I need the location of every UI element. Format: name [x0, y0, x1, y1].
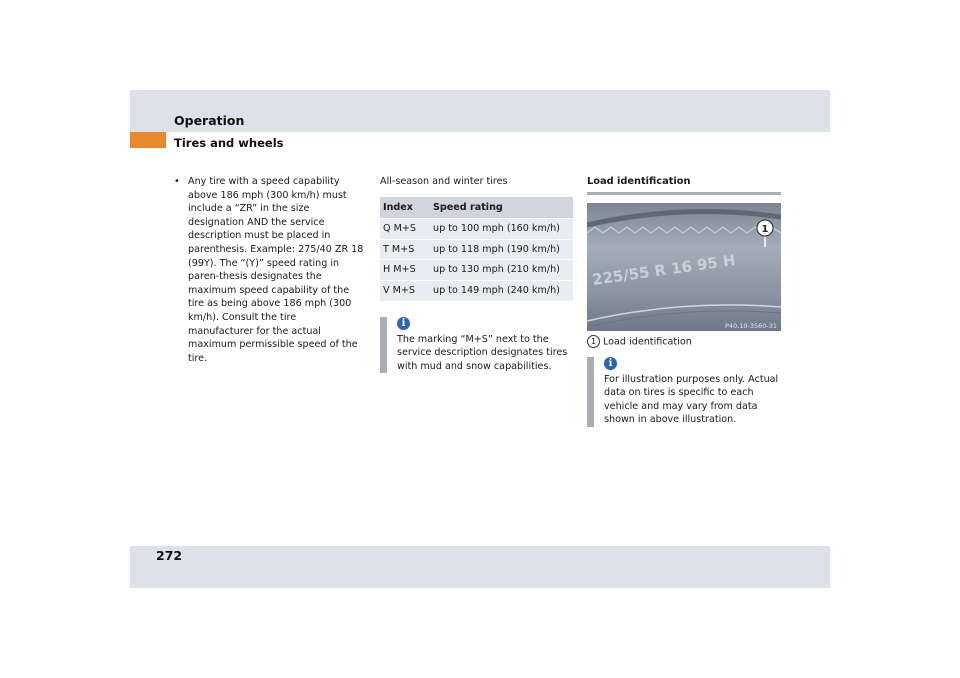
- tire-sidewall-illustration: [587, 203, 781, 331]
- heading-rule: [587, 192, 781, 195]
- table-row: [380, 260, 573, 281]
- tire-image: [587, 203, 781, 331]
- page-number: 272: [156, 548, 183, 563]
- info-note: [380, 317, 573, 374]
- section-title: Operation: [174, 113, 245, 128]
- column-header-index: Index: [380, 197, 430, 219]
- table-row: [380, 280, 573, 300]
- cell-rating: up to 100 mph (160 km/h): [430, 219, 573, 240]
- subsection-title: Tires and wheels: [174, 136, 284, 150]
- info-content: [604, 357, 781, 427]
- info-bar: [380, 317, 387, 374]
- info-note: [587, 357, 781, 427]
- info-bar: [587, 357, 594, 427]
- column-right: [587, 175, 781, 427]
- caption-text: Load identification: [603, 336, 692, 348]
- bullet-icon: •: [174, 176, 180, 187]
- cell-index: Q M+S: [380, 219, 430, 240]
- accent-tab: [130, 132, 166, 148]
- footer-band: [130, 546, 830, 588]
- column-middle: [380, 175, 573, 373]
- info-content: [397, 317, 573, 374]
- cell-rating: up to 118 mph (190 km/h): [430, 239, 573, 260]
- table-header-row: [380, 197, 573, 219]
- callout-marker: 1: [761, 223, 769, 235]
- speed-rating-table: [380, 197, 573, 301]
- load-identification-heading: Load identification: [587, 176, 691, 187]
- cell-rating: up to 130 mph (210 km/h): [430, 260, 573, 281]
- info-icon: i: [397, 317, 410, 330]
- info-text: The marking “M+S” next to the service description designates tires with mud and snow capabilities.: [397, 333, 568, 372]
- caption-number: 1: [587, 335, 600, 348]
- column-header-speed-rating: Speed rating: [430, 197, 573, 219]
- info-icon: i: [604, 357, 617, 370]
- cell-index: V M+S: [380, 280, 430, 300]
- column-left: [174, 175, 364, 365]
- figure-caption: [587, 335, 781, 349]
- cell-index: T M+S: [380, 239, 430, 260]
- cell-index: H M+S: [380, 260, 430, 281]
- info-text: For illustration purposes only. Actual data on tires is specific to each vehicle and may vary from data shown in above illustration.: [604, 373, 779, 426]
- sidewall-text: 225/55 R 16 95 H: [591, 250, 737, 289]
- bullet-item: [174, 175, 364, 365]
- image-reference-code: P40.10-3560-31: [724, 321, 777, 330]
- table-intro: All-season and winter tires: [380, 176, 508, 187]
- cell-rating: up to 149 mph (240 km/h): [430, 280, 573, 300]
- table-row: [380, 219, 573, 240]
- bullet-text: Any tire with a speed capability above 186 mph (300 km/h) must include a “ZR” in the size designation AND the service description must be placed in parenthesis. Example: 275/40 ZR 18 (99Y). The “(Y)” speed rating in paren-thesis designates the maximum speed capability of the tire as being above 186 mph (300 km/h). Consult the tire manufacturer for the actual maximum permissible speed of the tire.: [188, 176, 364, 364]
- table-row: [380, 239, 573, 260]
